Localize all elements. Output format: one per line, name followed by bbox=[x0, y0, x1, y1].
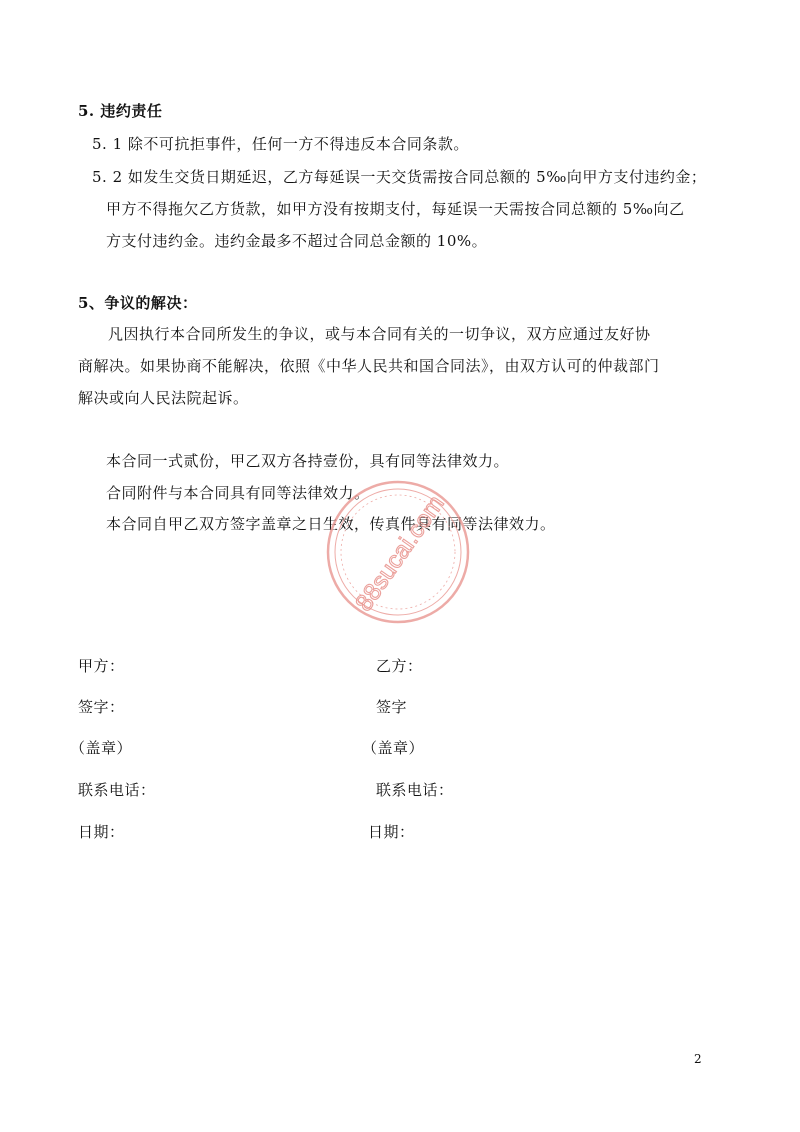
party-a-label: 甲方： bbox=[78, 657, 125, 675]
breach-item-2-line-2: 甲方不得拖欠乙方货款，如甲方没有按期支付，每延误一天需按合同总额的 5‰向乙 bbox=[106, 200, 685, 218]
closing-line-1: 本合同一式贰份，甲乙双方各持壹份，具有同等法律效力。 bbox=[106, 452, 510, 470]
dispute-line-1: 凡因执行本合同所发生的争议，或与本合同有关的一切争议，双方应通过友好协 bbox=[108, 325, 651, 343]
party-a-signature-label: 签字： bbox=[78, 698, 125, 716]
party-b-signature-label: 签字 bbox=[376, 698, 408, 716]
page-number: 2 bbox=[694, 1052, 702, 1066]
breach-item-1: 5. 1 除不可抗拒事件，任何一方不得违反本合同条款。 bbox=[92, 135, 469, 153]
watermark-text: 88sucai.com bbox=[350, 490, 450, 617]
party-b-date-label: 日期： bbox=[368, 823, 415, 841]
closing-line-2: 合同附件与本合同具有同等法律效力。 bbox=[106, 484, 370, 502]
party-a-phone-label: 联系电话： bbox=[78, 781, 156, 799]
dispute-heading: 5、争议的解决： bbox=[78, 294, 198, 312]
party-a-date-label: 日期： bbox=[78, 823, 125, 841]
party-b-seal-label: （盖章） bbox=[362, 739, 425, 757]
dispute-line-3: 解决或向人民法院起诉。 bbox=[78, 389, 249, 407]
party-b-phone-label: 联系电话： bbox=[376, 781, 454, 799]
dispute-line-2: 商解决。如果协商不能解决，依照《中华人民共和国合同法》，由双方认可的仲裁部门 bbox=[78, 357, 660, 375]
breach-heading: 5. 违约责任 bbox=[78, 102, 163, 120]
breach-item-2-line-3: 方支付违约金。违约金最多不超过合同总金额的 10%。 bbox=[106, 232, 488, 250]
party-b-label: 乙方： bbox=[376, 657, 423, 675]
party-a-seal-label: （盖章） bbox=[70, 739, 133, 757]
breach-item-2-line-1: 5. 2 如发生交货日期延迟，乙方每延误一天交货需按合同总额的 5‰向甲方支付违约金； bbox=[92, 168, 707, 186]
closing-line-3: 本合同自甲乙双方签字盖章之日生效，传真件具有同等法律效力。 bbox=[106, 515, 556, 533]
